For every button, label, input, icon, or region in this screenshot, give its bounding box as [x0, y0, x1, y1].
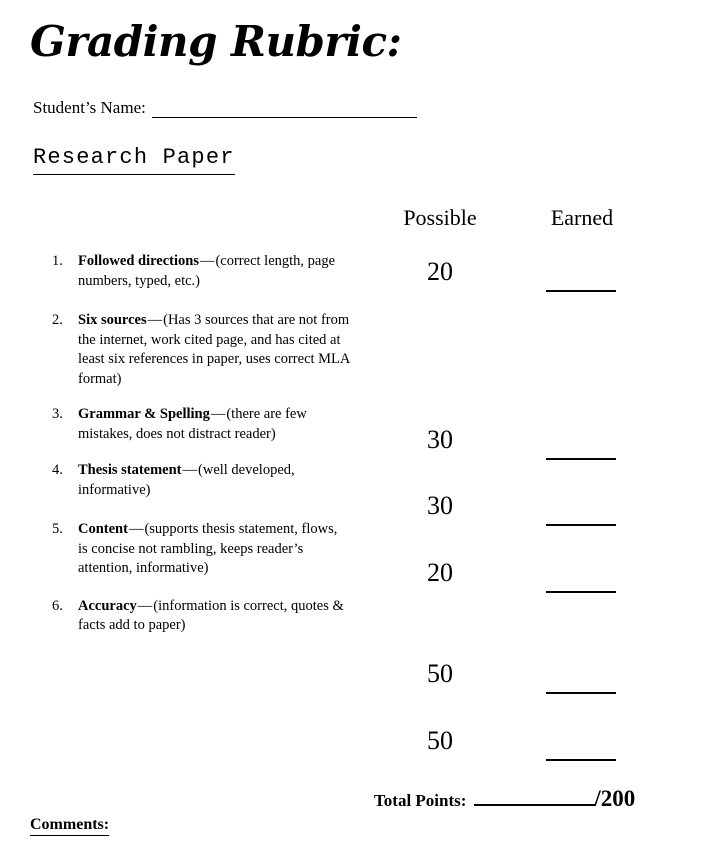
criterion-description: (information is correct, quotes & facts add to paper)	[78, 597, 344, 633]
criterion-description: (supports thesis statement, flows, is concise not rambling, keeps reader’s attention, informative)	[78, 521, 338, 576]
possible-points-value: 20	[427, 257, 453, 286]
criterion-name: Followed directions	[78, 253, 199, 269]
possible-points-value: 50	[427, 726, 453, 755]
criterion-dash: —	[182, 462, 198, 478]
student-name-label: Student’s Name:	[33, 98, 146, 117]
criterion-number: 5.	[52, 521, 63, 537]
criterion-dash: —	[210, 406, 226, 422]
possible-points-value: 20	[427, 558, 453, 587]
earned-points-blank[interactable]	[546, 590, 616, 593]
criterion-dash: —	[137, 597, 153, 614]
earned-points-blank[interactable]	[546, 758, 616, 761]
criterion-number: 3.	[52, 406, 63, 422]
criterion-name: Six sources	[78, 312, 147, 328]
criterion-dash: —	[199, 253, 215, 269]
criterion-name: Content	[78, 521, 128, 537]
assignment-title: Research Paper	[33, 145, 235, 175]
total-points-label: Total Points:	[374, 791, 467, 810]
criterion-dash: —	[147, 312, 163, 328]
column-header-earned: Earned	[550, 205, 614, 230]
criterion-number: 4.	[52, 462, 63, 478]
possible-points-value: 30	[427, 491, 453, 520]
criterion-number: 2.	[52, 312, 63, 328]
comments-label: Comments:	[30, 816, 109, 836]
criterion-item	[50, 252, 350, 291]
criterion-item	[50, 597, 350, 636]
criterion-item	[50, 405, 350, 444]
total-points-max: /200	[594, 786, 636, 811]
criterion-description: (there are few mistakes, does not distract reader)	[78, 406, 307, 442]
earned-points-blank[interactable]	[546, 289, 616, 292]
criterion-dash: —	[128, 521, 144, 537]
earned-points-blank[interactable]	[546, 523, 616, 526]
criterion-description: (well developed, informative)	[78, 462, 295, 498]
column-header-possible: Possible	[403, 205, 477, 230]
criteria-list	[50, 252, 350, 636]
student-name-input-blank[interactable]	[152, 101, 417, 118]
total-points-row	[374, 786, 635, 812]
criterion-number: 1.	[52, 253, 63, 269]
page-title: Grading Rubric:	[30, 17, 402, 66]
student-name-row	[33, 98, 417, 118]
earned-points-blank[interactable]	[546, 691, 616, 694]
criterion-number: 6.	[52, 597, 63, 614]
criterion-item	[50, 461, 350, 500]
criterion-item	[50, 311, 350, 389]
criterion-description: (correct length, page numbers, typed, etc.)	[78, 253, 336, 289]
criterion-name: Grammar & Spelling	[78, 406, 210, 422]
possible-points-value: 50	[427, 659, 453, 688]
criterion-item	[50, 520, 350, 579]
criterion-name: Accuracy	[78, 597, 137, 614]
criterion-name: Thesis statement	[78, 462, 182, 478]
criterion-description: (Has 3 sources that are not from the internet, work cited page, and has cited at least six references in paper, uses correct MLA format)	[78, 312, 350, 387]
possible-points-value: 30	[427, 425, 453, 454]
total-points-blank[interactable]	[474, 792, 596, 806]
earned-points-blank[interactable]	[546, 457, 616, 460]
